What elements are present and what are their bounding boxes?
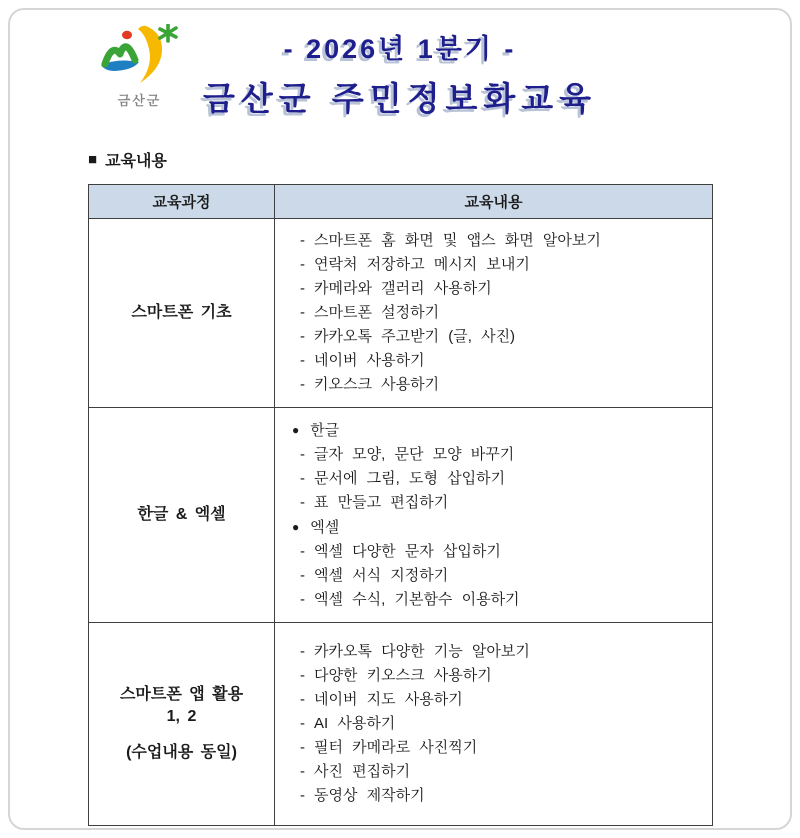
dash-marker: - xyxy=(300,470,305,487)
table-header-row xyxy=(89,185,713,219)
content-text: 네이버 지도 사용하기 xyxy=(314,691,463,708)
content-item xyxy=(289,418,704,443)
content-text: 엑셀 수식, 기본함수 이용하기 xyxy=(314,591,520,608)
content-text: 문서에 그림, 도형 삽입하기 xyxy=(314,470,506,487)
content-item xyxy=(289,253,704,277)
content-text: 스마트폰 설정하기 xyxy=(314,304,440,321)
geumsan-logo xyxy=(92,24,187,109)
bullet-marker-icon: ● xyxy=(292,423,300,437)
bullet-marker-icon: ● xyxy=(292,520,300,534)
content-item xyxy=(289,784,704,808)
dash-marker: - xyxy=(300,763,305,780)
table-row xyxy=(89,219,713,408)
content-text: 스마트폰 홈 화면 및 앱스 화면 알아보기 xyxy=(314,232,601,249)
course-title: 스마트폰 기초 xyxy=(131,304,232,321)
education-table-body xyxy=(89,219,713,826)
content-text: 네이버 사용하기 xyxy=(314,352,425,369)
content-text: 한글 xyxy=(310,422,340,439)
content-item xyxy=(289,664,704,688)
content-item xyxy=(289,515,704,540)
course-spacer xyxy=(89,728,274,742)
education-table xyxy=(88,184,713,826)
course-cell xyxy=(89,219,275,408)
sparkle-shape xyxy=(160,25,176,41)
content-text: AI 사용하기 xyxy=(314,715,396,732)
content-item xyxy=(289,229,704,253)
title-line1: - 2026년 1분기 - xyxy=(283,34,517,64)
dash-marker: - xyxy=(300,446,305,463)
content-text: 필터 카메라로 사진찍기 xyxy=(314,739,478,756)
content-text: 엑셀 서식 지정하기 xyxy=(314,567,449,584)
content-text: 표 만들고 편집하기 xyxy=(314,494,449,511)
dash-marker: - xyxy=(300,376,305,393)
content-text: 엑셀 다양한 문자 삽입하기 xyxy=(314,543,501,560)
content-cell xyxy=(275,408,713,623)
course-cell xyxy=(89,623,275,826)
content-text: 카메라와 갤러리 사용하기 xyxy=(314,280,492,297)
content-text: 엑셀 xyxy=(310,519,340,536)
content-item xyxy=(289,325,704,349)
content-cell xyxy=(275,623,713,826)
content-item xyxy=(289,491,704,515)
content-text: 카카오톡 주고받기 (글, 사진) xyxy=(314,328,516,345)
dash-marker: - xyxy=(300,787,305,804)
content-cell xyxy=(275,219,713,408)
content-item xyxy=(289,564,704,588)
content-text: 연락처 저장하고 메시지 보내기 xyxy=(314,256,530,273)
course-title: 한글 & 엑셀 xyxy=(137,506,226,523)
section-heading xyxy=(88,148,800,171)
content-item xyxy=(289,373,704,397)
course-title: 스마트폰 앱 활용 xyxy=(119,686,244,703)
course-title: 1, 2 xyxy=(166,708,197,725)
dash-marker: - xyxy=(300,691,305,708)
dash-marker: - xyxy=(300,328,305,345)
square-bullet-icon: ■ xyxy=(88,151,98,168)
document-header xyxy=(0,0,800,120)
content-text: 사진 편집하기 xyxy=(314,763,411,780)
section-title: 교육내용 xyxy=(105,153,167,170)
education-table-head xyxy=(89,185,713,219)
dash-marker: - xyxy=(300,352,305,369)
yellow-swoosh-shape xyxy=(138,26,162,83)
dash-marker: - xyxy=(300,543,305,560)
content-item xyxy=(289,349,704,373)
dash-marker: - xyxy=(300,643,305,660)
content-item xyxy=(289,712,704,736)
logo-caption: 금산군 xyxy=(117,93,162,108)
page-title: 금산군 주민정보화교육 xyxy=(203,80,597,117)
content-item xyxy=(289,277,704,301)
content-item xyxy=(289,736,704,760)
content-item xyxy=(289,588,704,612)
content-item xyxy=(289,640,704,664)
dash-marker: - xyxy=(300,591,305,608)
course-title: (수업내용 동일) xyxy=(126,744,237,761)
content-item xyxy=(289,540,704,564)
dash-marker: - xyxy=(300,715,305,732)
dash-marker: - xyxy=(300,280,305,297)
course-cell xyxy=(89,408,275,623)
content-item xyxy=(289,443,704,467)
dash-marker: - xyxy=(300,567,305,584)
table-row xyxy=(89,408,713,623)
content-item xyxy=(289,688,704,712)
content-text: 동영상 제작하기 xyxy=(314,787,425,804)
dash-marker: - xyxy=(300,256,305,273)
content-item xyxy=(289,467,704,491)
content-item xyxy=(289,760,704,784)
content-text: 다양한 키오스크 사용하기 xyxy=(314,667,492,684)
dash-marker: - xyxy=(300,739,305,756)
dash-marker: - xyxy=(300,494,305,511)
content-text: 글자 모양, 문단 모양 바꾸기 xyxy=(314,446,515,463)
dash-marker: - xyxy=(300,304,305,321)
content-text: 카카오톡 다양한 기능 알아보기 xyxy=(314,643,530,660)
column-header-content: 교육내용 xyxy=(275,185,713,219)
table-row xyxy=(89,623,713,826)
content-item xyxy=(289,301,704,325)
content-text: 키오스크 사용하기 xyxy=(314,376,440,393)
dash-marker: - xyxy=(300,232,305,249)
column-header-course: 교육과정 xyxy=(89,185,275,219)
dash-marker: - xyxy=(300,667,305,684)
red-dot-shape xyxy=(122,31,132,39)
geumsan-emblem-icon xyxy=(96,24,184,84)
